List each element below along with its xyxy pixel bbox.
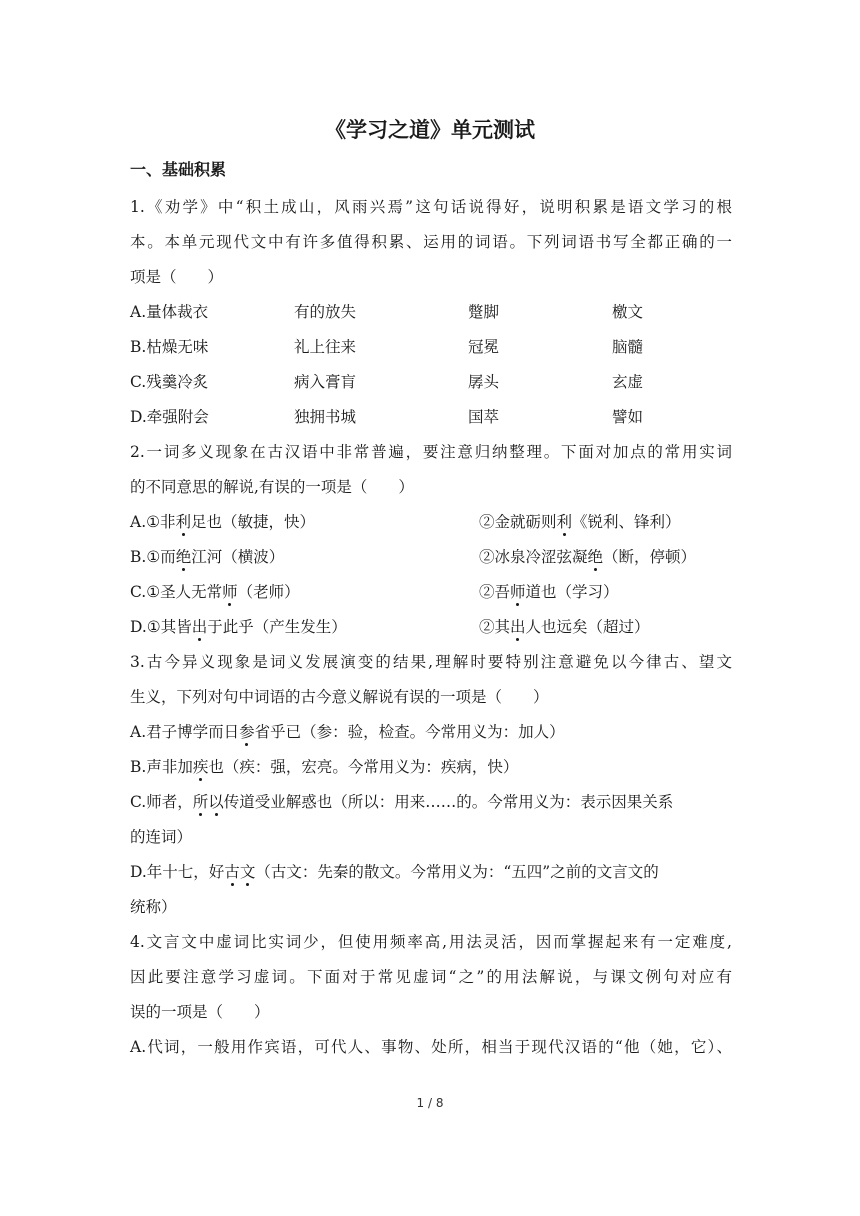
dotted-char: 疾 [192, 758, 209, 776]
dotted-char: 所 [192, 793, 209, 811]
q2-option-b-left [130, 547, 284, 567]
text-segment: ②吾 [479, 583, 511, 601]
q1-option-a-word-3: 蹩脚 [468, 303, 500, 321]
q2-option-d-left [130, 617, 347, 637]
text-segment: 足也（敏捷，快） [191, 513, 316, 531]
q2-line-1: 2.一词多义现象在古汉语中非常普遍，要注意归纳整理。下面对加点的常用实词 [130, 443, 732, 461]
q4-line-2: 因此要注意学习虚词。下面对于常见虚词“之”的用法解说，与课文例句对应有 [130, 968, 732, 986]
text-segment: （断，停顿） [603, 548, 697, 566]
q4-option-a: A.代词，一般用作宾语，可代人、事物、处所，相当于现代汉语的“他（她，它）、 [130, 1038, 732, 1056]
q3-option-b [130, 757, 732, 777]
section-heading: 一、基础积累 [130, 160, 227, 179]
text-segment: A.君子博学而日 [130, 723, 240, 741]
q1-option-a-word-4: 檄文 [612, 303, 644, 321]
q3-option-a [130, 722, 732, 742]
text-segment: 于此乎（产生发生） [207, 618, 347, 636]
dotted-char: 出 [510, 618, 526, 636]
q2-line-2: 的不同意思的解说,有误的一项是（ ） [130, 478, 414, 496]
page-title: 《学习之道》单元测试 [325, 118, 535, 142]
text-segment: ②金就砺则 [479, 513, 557, 531]
dotted-char: 利 [556, 513, 573, 531]
q1-option-b-word-1: B.枯燥无味 [130, 338, 209, 356]
q1-option-d-word-2: 独拥书城 [294, 408, 357, 426]
dotted-char: 古 [224, 863, 240, 881]
q1-option-c-word-4: 玄虚 [612, 373, 644, 391]
text-segment: B.声非加 [130, 758, 193, 776]
q1-option-a-word-1: A.量体裁衣 [130, 303, 209, 321]
q4-line-3: 误的一项是（ ） [130, 1003, 270, 1021]
dotted-char: 师 [222, 583, 238, 601]
text-segment: A.①非 [130, 513, 176, 531]
q3-line-1: 3.古今异义现象是词义发展演变的结果,理解时要特别注意避免以今律古、望文 [130, 653, 732, 671]
dotted-char: 师 [510, 583, 526, 601]
dotted-char: 文 [239, 863, 256, 881]
q1-line-3: 项是（ ） [130, 268, 224, 286]
dotted-char: 以 [208, 793, 224, 811]
text-segment: C.①圣人无常 [130, 583, 223, 601]
q2-option-a-right [479, 512, 681, 532]
q4-line-1: 4.文言文中虚词比实词少，但使用频率高,用法灵活，因而掌握起来有一定难度, [130, 933, 732, 951]
text-segment: 也（疾：强，宏亮。今常用义为：疾病，快） [208, 758, 519, 776]
page-number: 1 / 8 [416, 1096, 444, 1110]
q3-option-c-continued: 的连词） [130, 828, 193, 846]
q2-option-a-left [130, 512, 315, 532]
text-segment: ②其 [479, 618, 511, 636]
q1-option-d-word-4: 譬如 [612, 408, 644, 426]
q1-option-b-word-4: 脑髓 [612, 338, 644, 356]
text-segment: 道也（学习） [525, 583, 619, 601]
text-segment: （老师） [237, 583, 300, 601]
dotted-char: 参 [239, 723, 255, 741]
q1-option-a-word-2: 有的放失 [294, 303, 357, 321]
q1-line-2: 本。本单元现代文中有许多值得积累、运用的词语。下列词语书写全都正确的一 [130, 233, 732, 251]
q3-option-d [130, 862, 732, 882]
q3-option-c [130, 792, 732, 812]
text-segment: D.年十七，好 [130, 863, 225, 881]
q1-option-c-word-2: 病入膏肓 [294, 373, 357, 391]
q1-line-1: 1.《劝学》中“积土成山，风雨兴焉”这句话说得好，说明积累是语文学习的根 [130, 198, 732, 216]
q1-option-d-word-3: 国萃 [468, 408, 500, 426]
q2-option-c-left [130, 582, 300, 602]
q2-option-b-right [479, 547, 696, 567]
q3-line-2: 生义，下列对句中词语的古今意义解说有误的一项是（ ） [130, 688, 549, 706]
q2-option-d-right [479, 617, 650, 637]
dotted-char: 利 [175, 513, 192, 531]
text-segment: 省乎已（参：验，检查。今常用义为：加人） [254, 723, 565, 741]
q1-option-b-word-3: 冠冕 [468, 338, 500, 356]
q3-option-d-continued: 统称） [130, 898, 177, 916]
text-segment: 人也远矣（超过） [525, 618, 650, 636]
q1-option-c-word-1: C.残羹冷炙 [130, 373, 209, 391]
text-segment: 《锐利、锋利） [572, 513, 681, 531]
dotted-char: 绝 [175, 548, 192, 566]
text-segment: D.①其皆 [130, 618, 192, 636]
text-segment: C.师者， [130, 793, 193, 811]
q2-option-c-right [479, 582, 619, 602]
q1-option-d-word-1: D.牵强附会 [130, 408, 209, 426]
q1-option-c-word-3: 孱头 [468, 373, 500, 391]
text-segment: 传道受业解惑也（所以：用来……的。今常用义为：表示因果关系 [223, 793, 674, 811]
text-segment: 江河（横波） [191, 548, 285, 566]
dotted-char: 绝 [587, 548, 604, 566]
dotted-char: 出 [191, 618, 208, 636]
text-segment: B.①而 [130, 548, 176, 566]
text-segment: ②冰泉冷涩弦凝 [479, 548, 588, 566]
q1-option-b-word-2: 礼上往来 [294, 338, 357, 356]
text-segment: （古文：先秦的散文。今常用义为：“五四”之前的文言文的 [255, 863, 659, 881]
